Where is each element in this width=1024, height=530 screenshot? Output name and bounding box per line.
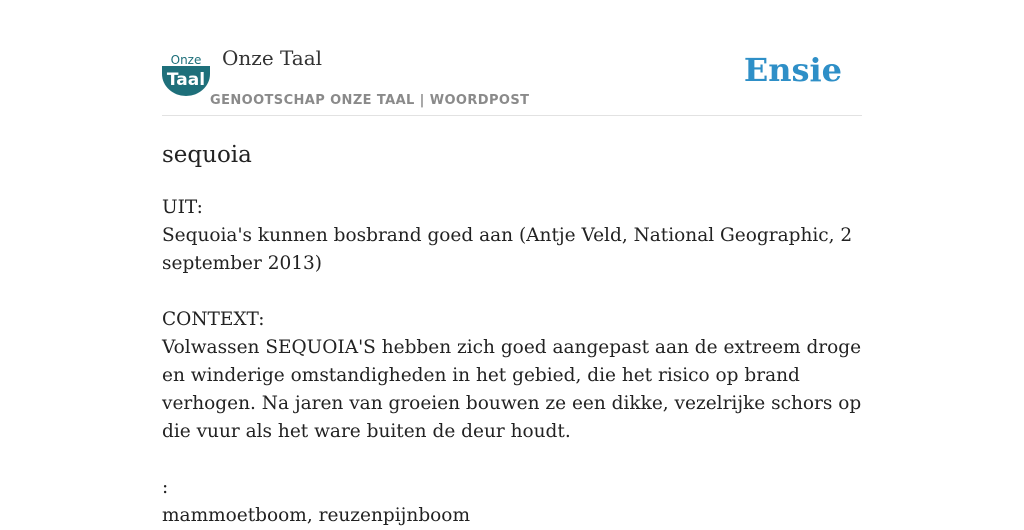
extra-label: : xyxy=(162,477,169,498)
logo-line2: Taal xyxy=(166,70,206,90)
ensie-brand-link[interactable]: Ensie xyxy=(743,51,842,89)
source-subtitle[interactable]: GENOOTSCHAP ONZE TAAL | WOORDPOST xyxy=(210,93,530,108)
logo-line1: Onze xyxy=(170,53,202,67)
entry-body xyxy=(162,194,862,530)
entry-title: sequoia xyxy=(162,142,252,168)
entry-header xyxy=(162,0,862,116)
extra-text: mammoetboom, reuzenpijnboom xyxy=(162,505,470,526)
onze-taal-logo-icon[interactable] xyxy=(162,52,210,96)
entry-content xyxy=(162,140,862,530)
context-text: Volwassen SEQUOIA'S hebben zich goed aangepast aan de extreem droge en winderige omstandigheden in het gebied, die het risico op brand verhogen. Na jaren van groeien bouwen ze een dikke, vezelrijke schors op die vuur als het ware buiten de deur houdt. xyxy=(162,337,862,442)
spacer xyxy=(162,446,862,474)
from-label: UIT: xyxy=(162,197,203,218)
spacer xyxy=(162,278,862,306)
entry-container xyxy=(162,0,862,530)
source-name[interactable]: Onze Taal xyxy=(222,46,323,70)
from-text: Sequoia's kunnen bosbrand goed aan (Antje Veld, National Geographic, 2 september 2013) xyxy=(162,225,853,274)
context-label: CONTEXT: xyxy=(162,309,265,330)
